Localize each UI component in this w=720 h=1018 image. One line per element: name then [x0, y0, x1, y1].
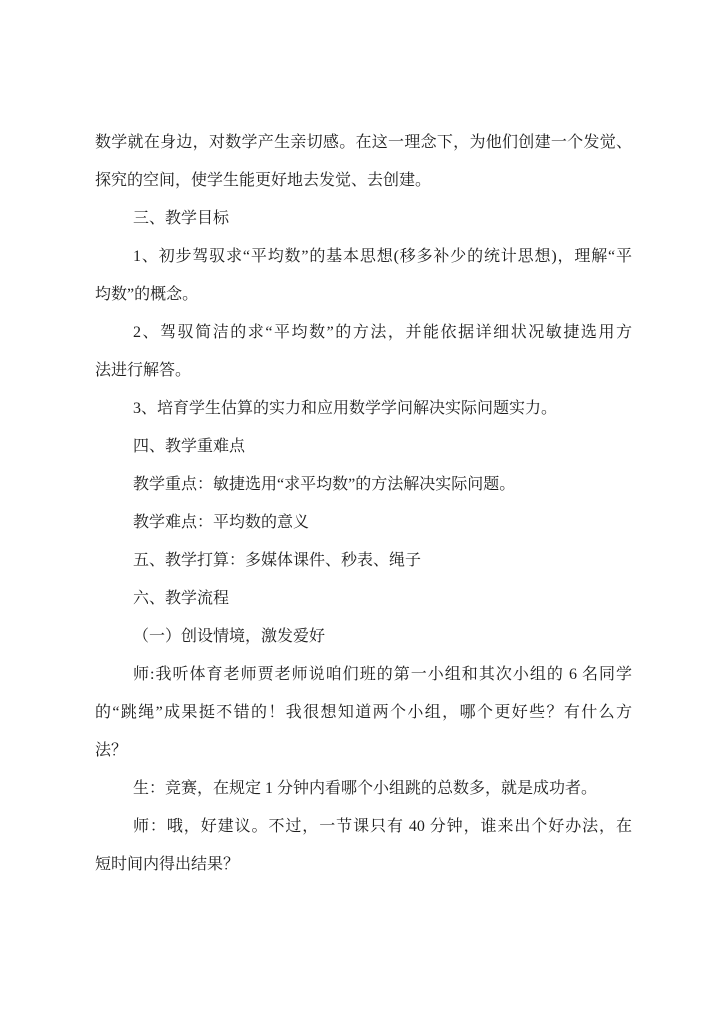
dialogue-teacher-line-continued: 的“跳绳”成果挺不错的！我很想知道两个小组，哪个更好些？有什么方	[95, 704, 632, 721]
dialogue-student-line: 生：竞赛，在规定 1 分钟内看哪个小组跳的总数多，就是成功者。	[133, 780, 598, 797]
section-heading-key-points: 四、教学重难点	[133, 438, 246, 455]
objective-item-1-continued: 均数”的概念。	[95, 286, 199, 303]
dialogue-teacher-line-continued: 法？	[95, 742, 128, 759]
objective-item-3: 3、培育学生估算的实力和应用数学学问解决实际问题实力。	[133, 400, 558, 417]
section-heading-objectives: 三、教学目标	[133, 210, 230, 227]
objective-item-2-continued: 法进行解答。	[95, 362, 192, 379]
section-heading-preparation: 五、教学打算：多媒体课件、秒表、绳子	[133, 552, 422, 569]
subsection-heading: （一）创设情境，激发爱好	[133, 628, 326, 645]
dialogue-teacher-line-continued: 短时间内得出结果？	[95, 856, 240, 873]
dialogue-teacher-line: 师:我听体育老师贾老师说咱们班的第一小组和其次小组的 6 名同学	[133, 666, 632, 683]
objective-item-2: 2、驾驭简洁的求“平均数”的方法，并能依据详细状况敏捷选用方	[133, 324, 632, 341]
dialogue-teacher-line: 师：哦，好建议。不过，一节课只有 40 分钟，谁来出个好办法，在	[133, 818, 632, 835]
section-heading-process: 六、教学流程	[133, 590, 230, 607]
paragraph-line: 探究的空间，使学生能更好地去发觉、去创建。	[95, 172, 432, 189]
difficult-point-text: 教学难点：平均数的意义	[133, 514, 310, 531]
key-point-text: 教学重点：敏捷选用“求平均数”的方法解决实际问题。	[133, 476, 516, 493]
objective-item-1: 1、初步驾驭求“平均数”的基本思想(移多补少的统计思想)，理解“平	[133, 248, 632, 265]
paragraph-line: 数学就在身边，对数学产生亲切感。在这一理念下，为他们创建一个发觉、	[95, 134, 632, 151]
document-body	[95, 124, 632, 884]
